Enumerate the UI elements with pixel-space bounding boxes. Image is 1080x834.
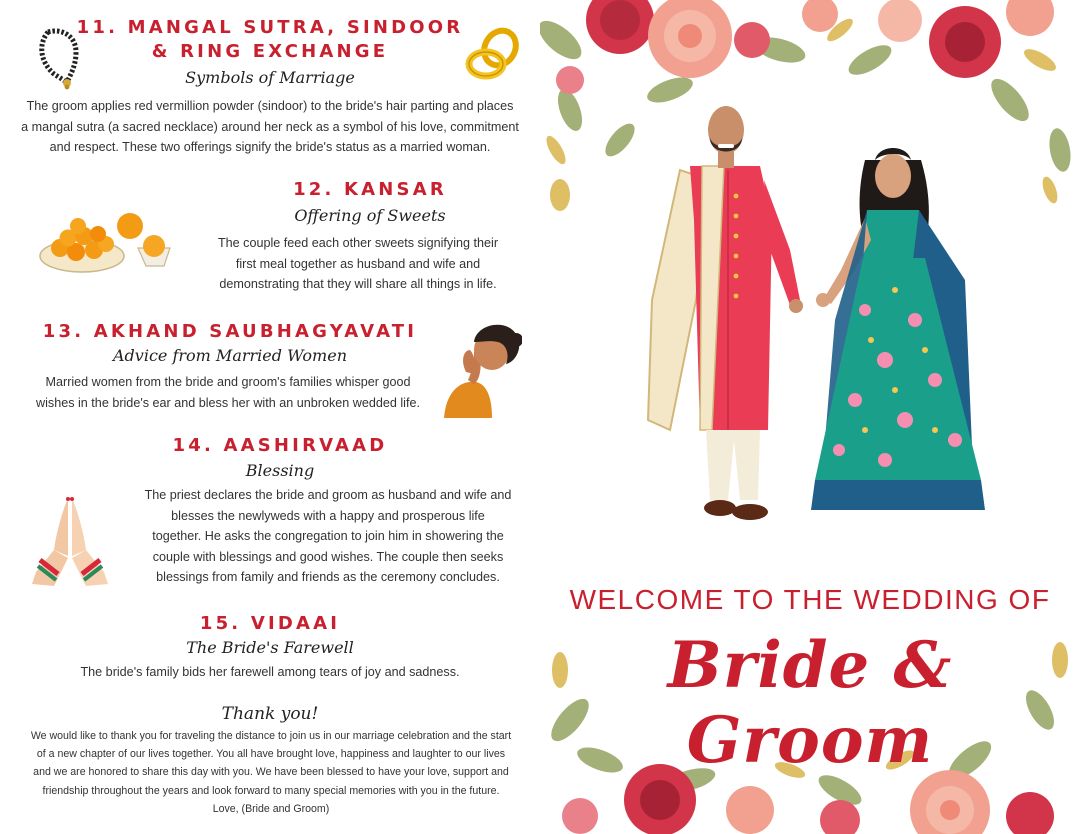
- section-13-line: Married women from the bride and groom's families whisper good: [45, 375, 411, 389]
- section-12-subtitle: Offering of Sweets: [294, 206, 446, 225]
- thanks-heading: Thank you!: [221, 704, 319, 724]
- section-13-line: wishes in the bride's ear and bless her with an unbroken wedded life.: [36, 395, 420, 410]
- section-13-subtitle: Advice from Married Women: [113, 346, 347, 365]
- section-11-title-line1: 11. MANGAL SUTRA, SINDOOR: [76, 17, 464, 38]
- section-14-subtitle: Blessing: [245, 461, 315, 480]
- thanks-line: of a new chapter of our lives together. You all have brought love, happiness and laughter to our lives: [36, 748, 506, 761]
- section-15-line: The bride's family bids her farewell among tears of joy and sadness.: [80, 665, 460, 679]
- section-11-line: a mangal sutra (a sacred necklace) around her neck as a symbol of his love, commitment: [21, 119, 519, 134]
- laddoo-sweets-icon: [38, 210, 174, 276]
- section-12-line: The couple feed each other sweets signifying their: [217, 236, 499, 250]
- section-14-line: The priest declares the bride and groom as husband and wife and: [144, 488, 512, 502]
- thanks-line: friendship throughout the years and look forward to many special memories with you in the future.: [42, 784, 500, 797]
- section-15-body: [20, 662, 520, 683]
- mangal-sutra-icon: [36, 26, 94, 90]
- rings-icon: [462, 26, 524, 86]
- section-14-line: blessings from family and friends as the ceremony concludes.: [156, 570, 500, 585]
- section-14-line: blesses the newlyweds with a happy and prosperous life: [171, 508, 485, 523]
- section-14-title: 14. AASHIRVAAD: [172, 435, 388, 456]
- cover-page: [540, 0, 1080, 834]
- thanks-body: [6, 727, 536, 818]
- section-11-line: and respect. These two offerings signify the bride's status as a married woman.: [49, 140, 491, 155]
- section-12-line: demonstrating that they will share all things in life.: [219, 277, 497, 292]
- praying-hands-icon: [28, 494, 112, 588]
- section-12-line: first meal together as husband and wife and: [235, 256, 481, 271]
- section-11-title-line2: & RING EXCHANGE: [151, 41, 389, 62]
- section-11-title: [70, 16, 470, 64]
- section-15-subtitle: The Bride's Farewell: [186, 638, 354, 657]
- section-11-line: The groom applies red vermillion powder (sindoor) to the bride's hair parting and places: [26, 99, 514, 113]
- thanks-line: We would like to thank you for traveling the distance to join us in our marriage celebration and the start: [30, 730, 512, 742]
- section-12-title: 12. KANSAR: [293, 179, 447, 200]
- whispering-woman-icon: [440, 320, 522, 420]
- section-12-body: [186, 233, 530, 295]
- section-14-body: [120, 485, 536, 588]
- thanks-line: and we are honored to share this day with you. We have been blessed to have your love, support and: [33, 766, 509, 779]
- couple-names: Bride & Groom: [667, 628, 953, 778]
- section-14-line: together. He asks the congregation to join him in showering the: [152, 529, 504, 544]
- welcome-heading: WELCOME TO THE WEDDING OF: [569, 584, 1051, 615]
- section-11-body: [6, 96, 534, 158]
- groom-illustration: [640, 100, 810, 560]
- section-13-title: 13. AKHAND SAUBHAGYAVATI: [42, 321, 418, 342]
- section-14-line: couple with blessings and good wishes. The couple then seeks: [152, 549, 504, 564]
- thanks-line: Love, (Bride and Groom): [212, 802, 330, 815]
- section-13-body: [8, 372, 448, 413]
- section-11-subtitle: Symbols of Marriage: [185, 68, 355, 87]
- section-15-title: 15. VIDAAI: [199, 613, 341, 634]
- bride-illustration: [795, 140, 995, 530]
